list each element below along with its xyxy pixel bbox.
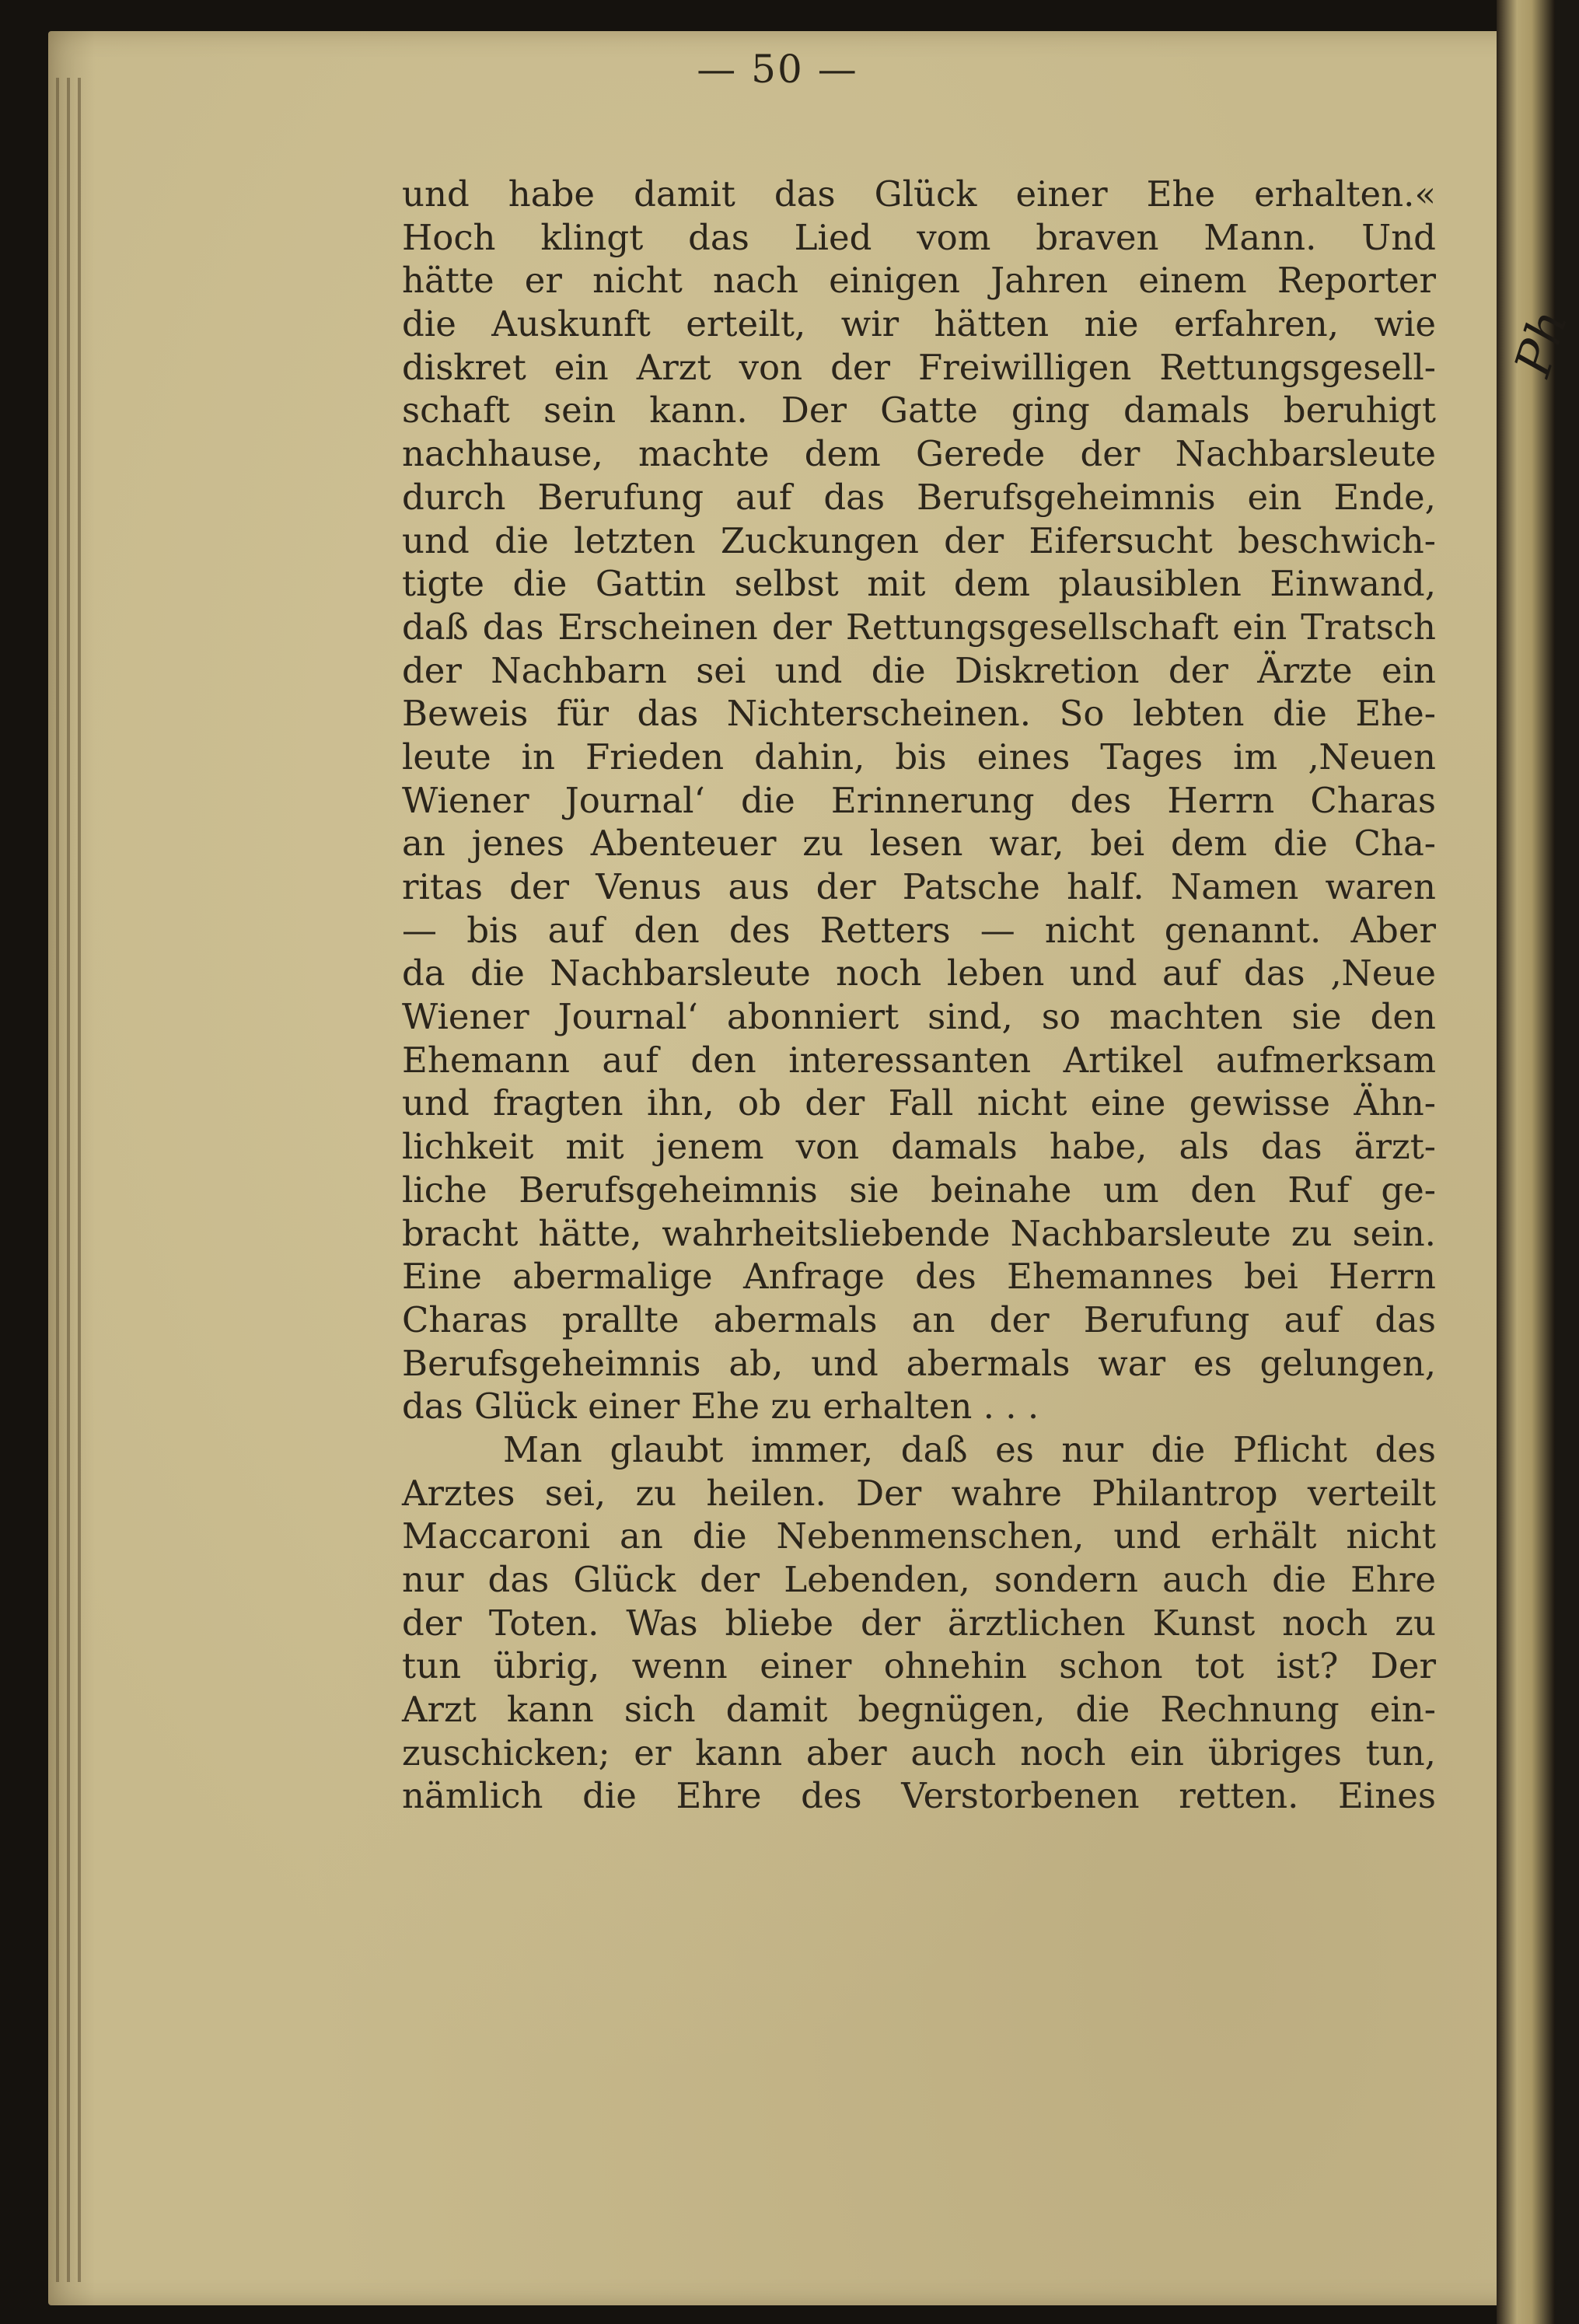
- page-edge: [56, 78, 59, 2282]
- text-line: bracht hätte, wahrheitsliebende Nachbarsleute zu sein.: [402, 1212, 1436, 1254]
- text-line: Beweis für das Nichterscheinen. So lebten die Ehe-: [402, 693, 1436, 735]
- text-line: der Nachbarn sei und die Diskretion der Ärzte ein: [402, 649, 1436, 691]
- text-line: nämlich die Ehre des Verstorbenen retten. Eines: [402, 1775, 1436, 1817]
- body-text: [402, 173, 1436, 1818]
- text-line: tun übrig, wenn einer ohnehin schon tot ist? Der: [402, 1645, 1436, 1687]
- text-line: der Toten. Was bliebe der ärztlichen Kunst noch zu: [402, 1602, 1436, 1644]
- text-line: ritas der Venus aus der Patsche half. Namen waren: [402, 866, 1436, 907]
- text-line: durch Berufung auf das Berufsgeheimnis ein Ende,: [402, 476, 1436, 518]
- text-line: Maccaroni an die Nebenmenschen, und erhält nicht: [402, 1515, 1436, 1557]
- text-line: zuschicken; er kann aber auch noch ein übriges tun,: [402, 1732, 1436, 1774]
- text-line: und fragten ihn, ob der Fall nicht eine gewisse Ähn-: [402, 1082, 1436, 1124]
- text-line: die Auskunft erteilt, wir hätten nie erfahren, wie: [402, 303, 1436, 345]
- text-line: Arzt kann sich damit begnügen, die Rechnung ein-: [402, 1689, 1436, 1731]
- text-line: schaft sein kann. Der Gatte ging damals beruhigt: [402, 390, 1436, 432]
- page-edge: [78, 78, 81, 2282]
- text-line: — bis auf den des Retters — nicht genannt. Aber: [402, 909, 1436, 951]
- text-line: Charas prallte abermals an der Berufung auf das: [402, 1298, 1436, 1340]
- text-line: nur das Glück der Lebenden, sondern auch die Ehre: [402, 1559, 1436, 1600]
- text-line: das Glück einer Ehe zu erhalten . . .: [402, 1386, 1039, 1428]
- text-line: Berufsgeheimnis ab, und abermals war es gelungen,: [402, 1342, 1436, 1384]
- text-line: da die Nachbarsleute noch leben und auf das ‚Neue: [402, 952, 1436, 994]
- text-line: hätte er nicht nach einigen Jahren einem Reporter: [402, 260, 1436, 302]
- handwritten-margin-note: Ph: [1504, 302, 1579, 383]
- text-line: Wiener Journal‘ die Erinnerung des Herrn Charas: [402, 779, 1436, 821]
- text-line: tigte die Gattin selbst mit dem plausiblen Einwand,: [402, 563, 1436, 605]
- text-line: und die letzten Zuckungen der Eifersucht beschwich-: [402, 519, 1436, 561]
- page-number: — 50 —: [697, 47, 858, 92]
- text-line: Ehemann auf den interessanten Artikel aufmerksam: [402, 1039, 1436, 1081]
- text-line: Hoch klingt das Lied vom braven Mann. Und: [402, 216, 1436, 258]
- text-line: nachhause, machte dem Gerede der Nachbarsleute: [402, 433, 1436, 475]
- text-line: leute in Frieden dahin, bis eines Tages im ‚Neuen: [402, 736, 1436, 778]
- text-line: Wiener Journal‘ abonniert sind, so machten sie den: [402, 996, 1436, 1038]
- text-line: Eine abermalige Anfrage des Ehemannes bei Herrn: [402, 1256, 1436, 1298]
- text-line: daß das Erscheinen der Rettungsgesellschaft ein Tratsch: [402, 606, 1436, 648]
- text-line: an jenes Abenteuer zu lesen war, bei dem die Cha-: [402, 823, 1436, 865]
- text-line: liche Berufsgeheimnis sie beinahe um den Ruf ge-: [402, 1169, 1436, 1211]
- text-line: diskret ein Arzt von der Freiwilligen Rettungsgesell-: [402, 346, 1436, 388]
- text-line: Man glaubt immer, daß es nur die Pflicht des: [503, 1428, 1436, 1470]
- page-edge: [67, 78, 70, 2282]
- text-line: lichkeit mit jenem von damals habe, als das ärzt-: [402, 1126, 1436, 1168]
- text-line: Arztes sei, zu heilen. Der wahre Philantrop verteilt: [402, 1472, 1436, 1514]
- text-line: und habe damit das Glück einer Ehe erhalten.«: [402, 173, 1436, 215]
